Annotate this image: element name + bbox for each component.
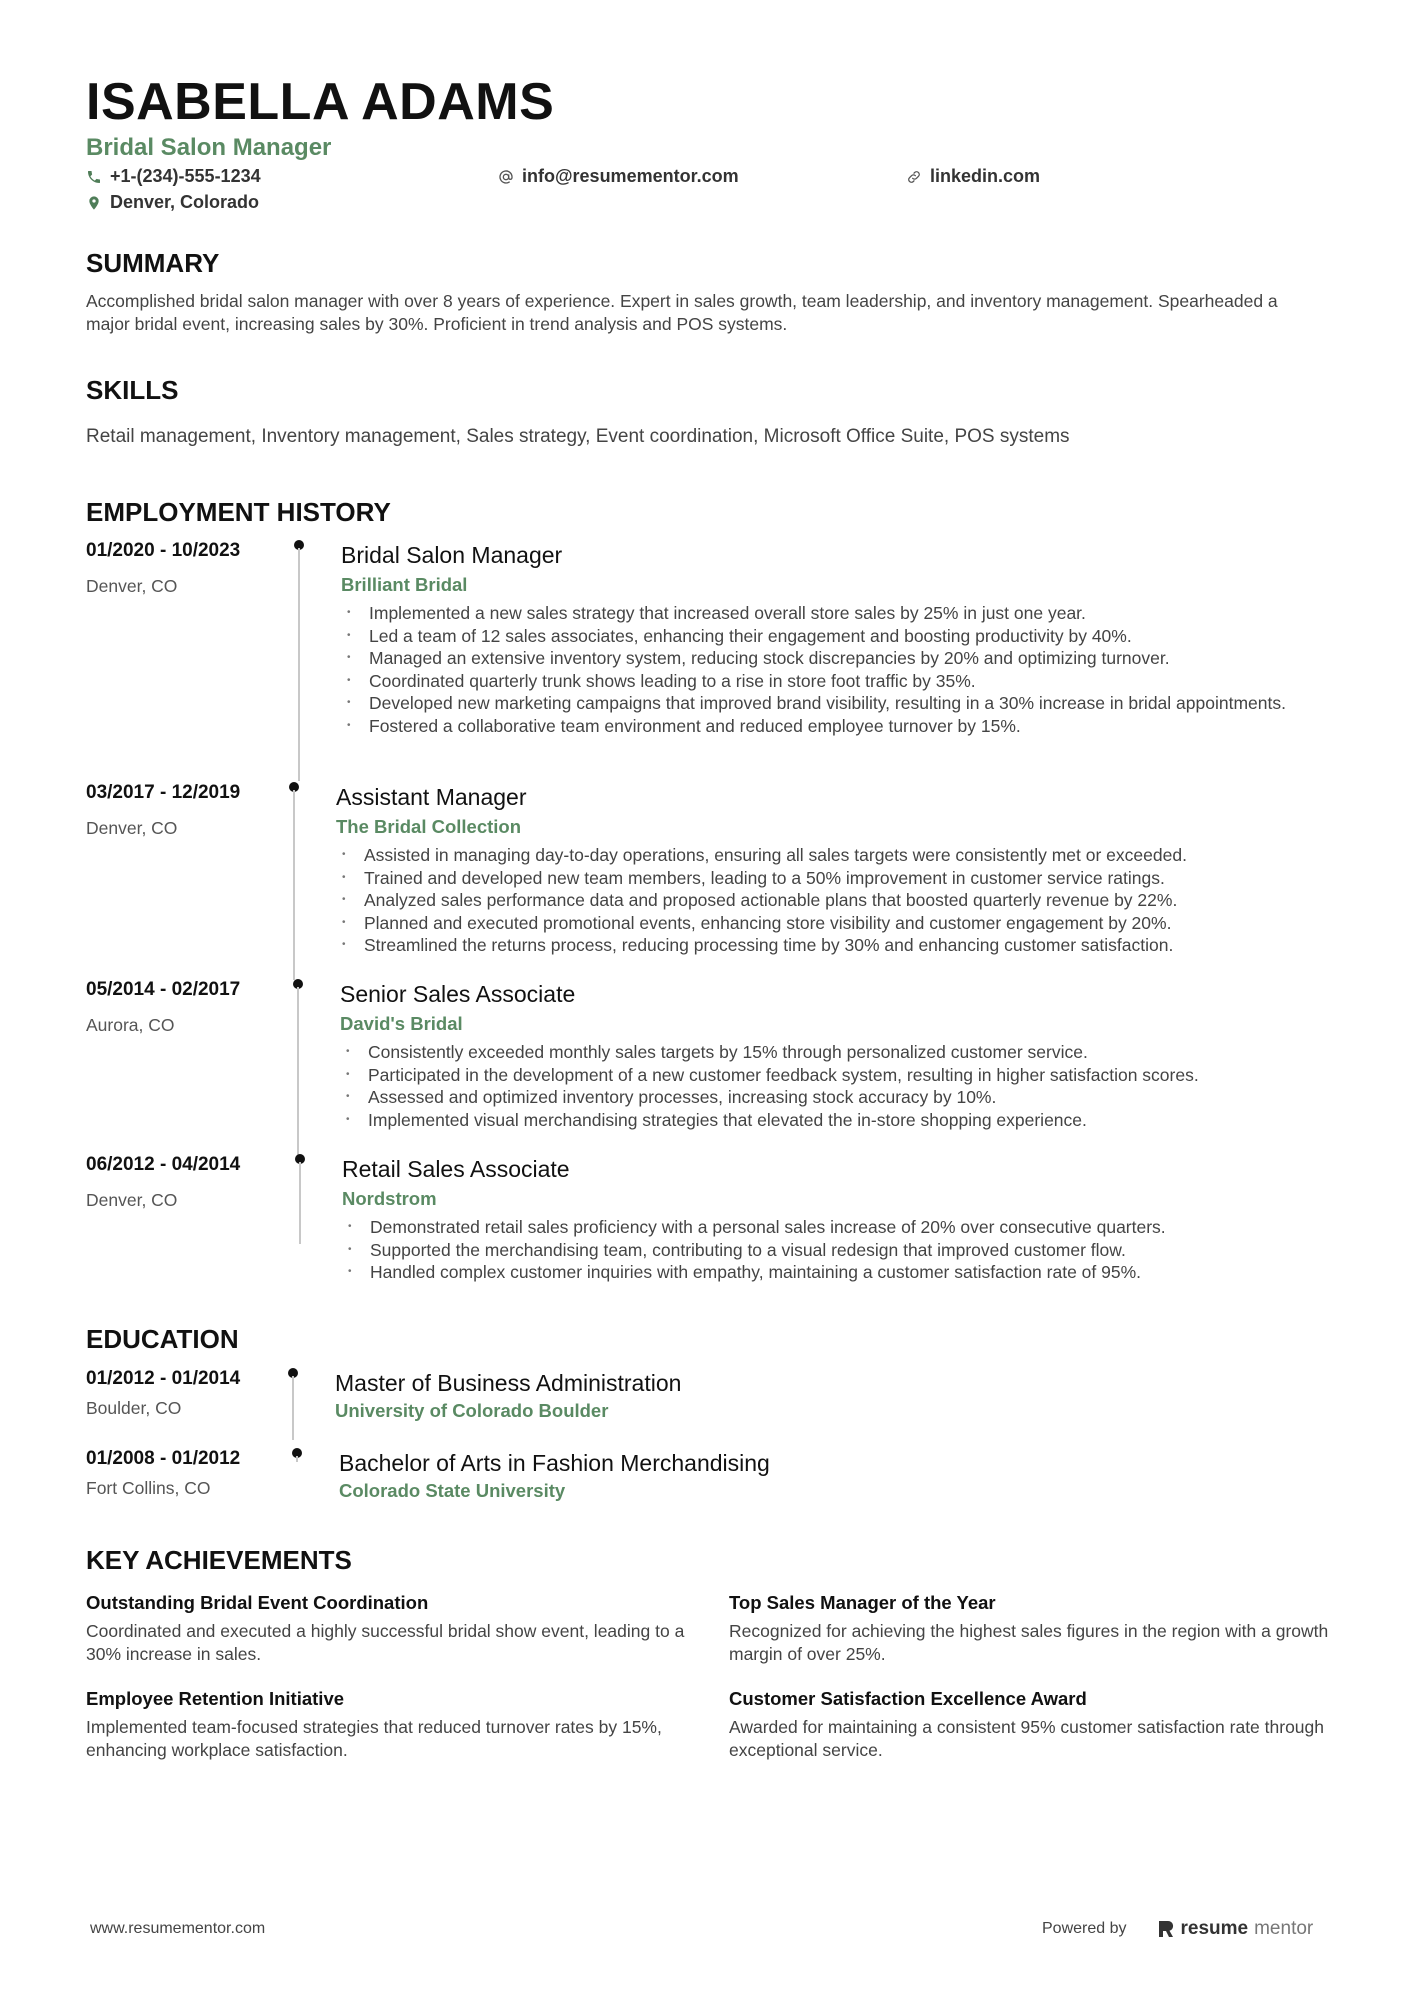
timeline-line: [298, 548, 300, 781]
powered-by-label: Powered by: [1042, 1920, 1127, 1937]
achievement-text: Awarded for maintaining a consistent 95% customer satisfaction rate through exceptional service.: [729, 1717, 1324, 1760]
link-icon: [906, 169, 922, 185]
phone-text: +1-(234)-555-1234: [110, 166, 261, 186]
brand-logo[interactable]: [1157, 1918, 1314, 1940]
education-degree: Bachelor of Arts in Fashion Merchandising: [339, 1450, 770, 1476]
footer-branding: [1042, 1918, 1313, 1940]
job-location: Denver, CO: [86, 818, 178, 838]
employment-heading: EMPLOYMENT HISTORY: [86, 497, 391, 527]
job-bullet: • Handled complex customer inquiries with empathy, maintaining a customer satisfaction rate of 95%.: [342, 1261, 1332, 1284]
education-school: University of Colorado Boulder: [335, 1400, 609, 1421]
candidate-role: Bridal Salon Manager: [86, 134, 332, 161]
achievement-text: Implemented team-focused strategies that reduced turnover rates by 15%, enhancing workplace satisfaction.: [86, 1717, 662, 1760]
location-pin-icon: [86, 195, 102, 211]
achievement-title: Top Sales Manager of the Year: [729, 1592, 996, 1613]
job-bullets: [340, 1041, 1330, 1131]
linkedin-contact[interactable]: [906, 166, 1040, 187]
job-bullet: • Participated in the development of a new customer feedback system, resulting in higher satisfaction scores.: [340, 1064, 1330, 1087]
email-contact[interactable]: [498, 166, 739, 187]
achievement-item: [86, 1688, 686, 1762]
achievement-title: Customer Satisfaction Excellence Award: [729, 1688, 1087, 1709]
job-location: Denver, CO: [86, 576, 178, 596]
job-location: Aurora, CO: [86, 1015, 175, 1035]
achievement-item: [729, 1592, 1329, 1666]
linkedin-text[interactable]: linkedin.com: [930, 166, 1041, 186]
job-dates: 01/2020 - 10/2023: [86, 540, 241, 561]
job-bullet: • Assisted in managing day-to-day operations, ensuring all sales targets were consistently met or exceeded.: [336, 844, 1326, 867]
job-bullet: • Supported the merchandising team, contributing to a visual redesign that improved customer flow.: [342, 1239, 1332, 1262]
brand-name-light: mentor: [1254, 1918, 1314, 1939]
job-bullet: • Streamlined the returns process, reducing processing time by 30% and enhancing customer satisfaction.: [336, 934, 1326, 957]
phone-contact: [86, 166, 261, 187]
job-bullet: • Demonstrated retail sales proficiency with a personal sales increase of 20% over consecutive quarters.: [342, 1216, 1332, 1239]
job-bullet: • Managed an extensive inventory system, reducing stock discrepancies by 20% and optimizing turnover.: [341, 647, 1301, 670]
summary-heading: SUMMARY: [86, 248, 220, 278]
job-bullet: • Trained and developed new team members, leading to a 50% improvement in customer service ratings.: [336, 867, 1326, 890]
job-bullets: [341, 602, 1301, 737]
job-bullet: • Coordinated quarterly trunk shows leading to a rise in store foot traffic by 35%.: [341, 670, 1301, 693]
job-bullet: • Planned and executed promotional events, enhancing store visibility and customer engagement by 20%.: [336, 912, 1326, 935]
education-dates: 01/2012 - 01/2014: [86, 1368, 241, 1389]
job-location: Denver, CO: [86, 1190, 178, 1210]
job-bullet: • Implemented visual merchandising strategies that elevated the in-store shopping experience.: [340, 1109, 1330, 1132]
education-school: Colorado State University: [339, 1480, 566, 1501]
timeline-line: [299, 1162, 301, 1244]
phone-icon: [86, 169, 102, 185]
achievement-item: [86, 1592, 686, 1666]
job-dates: 05/2014 - 02/2017: [86, 979, 241, 1000]
email-text[interactable]: info@resumementor.com: [522, 166, 739, 186]
location-text: Denver, Colorado: [110, 192, 260, 212]
education-dates: 01/2008 - 01/2012: [86, 1448, 241, 1469]
education-heading: EDUCATION: [86, 1324, 239, 1354]
achievement-text: Coordinated and executed a highly successful bridal show event, leading to a 30% increase in sales.: [86, 1621, 685, 1664]
job-bullets: [342, 1216, 1332, 1284]
job-company: Brilliant Bridal: [341, 574, 468, 595]
skills-heading: SKILLS: [86, 375, 179, 405]
education-location: Fort Collins, CO: [86, 1478, 211, 1498]
achievement-title: Employee Retention Initiative: [86, 1688, 345, 1709]
job-bullet: • Fostered a collaborative team environment and reduced employee turnover by 15%.: [341, 715, 1301, 738]
timeline-line: [296, 1456, 298, 1462]
job-bullet: • Assessed and optimized inventory processes, increasing stock accuracy by 10%.: [340, 1086, 1330, 1109]
achievements-heading: KEY ACHIEVEMENTS: [86, 1545, 352, 1575]
job-bullet: • Implemented a new sales strategy that increased overall store sales by 25% in just one year.: [341, 602, 1301, 625]
footer-website[interactable]: www.resumementor.com: [90, 1920, 266, 1937]
achievement-text: Recognized for achieving the highest sales figures in the region with a growth margin of over 25%.: [729, 1621, 1329, 1664]
achievement-item: [729, 1688, 1329, 1762]
job-company: The Bridal Collection: [336, 816, 522, 837]
job-company: Nordstrom: [342, 1188, 437, 1209]
job-dates: 03/2017 - 12/2019: [86, 782, 241, 803]
resumementor-logo-icon: [1157, 1919, 1175, 1939]
job-dates: 06/2012 - 04/2014: [86, 1154, 241, 1175]
job-title: Retail Sales Associate: [342, 1156, 570, 1182]
at-icon: [498, 169, 514, 185]
timeline-line: [293, 790, 295, 980]
job-title: Assistant Manager: [336, 784, 527, 810]
job-title: Bridal Salon Manager: [341, 542, 563, 568]
brand-name-bold: resume: [1180, 1918, 1249, 1939]
job-company: David's Bridal: [340, 1013, 463, 1034]
job-bullet: • Analyzed sales performance data and proposed actionable plans that boosted quarterly revenue by 22%.: [336, 889, 1326, 912]
summary-text: Accomplished bridal salon manager with over 8 years of experience. Expert in sales growth, team leadership, and inventory management. Spearheaded a major bridal event, increasing sales by 30%. Proficient in trend analysis and POS systems.: [86, 291, 1278, 334]
job-bullets: [336, 844, 1326, 957]
job-bullet: • Led a team of 12 sales associates, enhancing their engagement and boosting productivity by 40%.: [341, 625, 1301, 648]
job-title: Senior Sales Associate: [340, 981, 576, 1007]
achievement-title: Outstanding Bridal Event Coordination: [86, 1592, 429, 1613]
education-degree: Master of Business Administration: [335, 1370, 682, 1396]
timeline-line: [297, 987, 299, 1155]
location-contact: [86, 192, 259, 213]
skills-text: Retail management, Inventory management, Sales strategy, Event coordination, Microsoft Office Suite, POS systems: [86, 426, 1070, 447]
job-bullet: • Consistently exceeded monthly sales targets by 15% through personalized customer service.: [340, 1041, 1330, 1064]
education-location: Boulder, CO: [86, 1398, 182, 1418]
job-bullet: • Developed new marketing campaigns that improved brand visibility, resulting in a 30% increase in bridal appointments.: [341, 692, 1301, 715]
candidate-name: ISABELLA ADAMS: [86, 73, 555, 131]
timeline-line: [292, 1376, 294, 1440]
